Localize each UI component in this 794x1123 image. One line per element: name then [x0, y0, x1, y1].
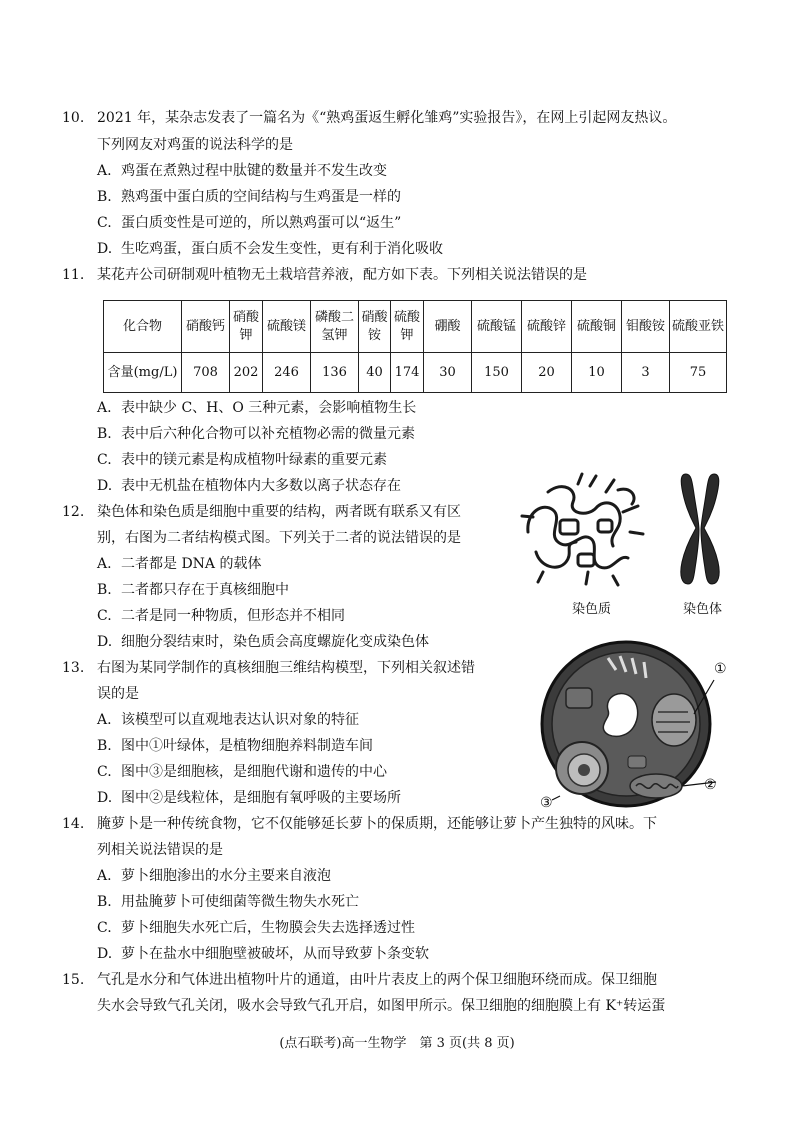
- figure-mark-3: ③: [540, 795, 553, 811]
- q15-stem-text-1: 气孔是水分和气体进出植物叶片的通道，由叶片表皮上的两个保卫细胞环绕而成。保卫细胞: [97, 972, 657, 988]
- table-cell: 150: [472, 353, 522, 393]
- q13-stem-text-2: 误的是: [97, 686, 139, 702]
- table-header-row: [104, 301, 727, 353]
- table-cell: 174: [391, 353, 424, 393]
- figure-mark-1: ①: [714, 661, 727, 677]
- table-header-cell: 硼酸: [424, 301, 472, 353]
- q14-number: 14.: [62, 816, 85, 832]
- chromatin-label: 染色质: [572, 602, 612, 617]
- q15-stem-text-2: 失水会导致气孔关闭，吸水会导致气孔开启，如图甲所示。保卫细胞的细胞膜上有 K⁺转运蛋: [97, 998, 666, 1014]
- table-header-cell: 硫酸铜: [572, 301, 622, 353]
- q10-number: 10.: [62, 110, 85, 126]
- table-cell: 10: [572, 353, 622, 393]
- table-cell: 75: [670, 353, 727, 393]
- q11-option-b: B. 表中后六种化合物可以补充植物必需的微量元素: [97, 426, 415, 442]
- table-header-cell: 磷酸二氢钾: [311, 301, 359, 353]
- table-header-cell: 硝酸钾: [230, 301, 263, 353]
- table-cell: 202: [230, 353, 263, 393]
- q10-stem-text-2: 下列网友对鸡蛋的说法科学的是: [97, 137, 293, 153]
- q14-option-a: A. 萝卜细胞渗出的水分主要来自液泡: [97, 868, 331, 884]
- q13-stem-text-1: 右图为某同学制作的真核细胞三维结构模型，下列相关叙述错: [97, 660, 475, 676]
- table-header-cell: 硝酸铵: [359, 301, 391, 353]
- table-header-cell: 硝酸钙: [182, 301, 230, 353]
- q11-number: 11.: [62, 267, 85, 283]
- q12-option-b: B. 二者都只存在于真核细胞中: [97, 582, 289, 598]
- q12-stem-text-1: 染色体和染色质是细胞中重要的结构，两者既有联系又有区: [97, 504, 461, 520]
- table-cell: 30: [424, 353, 472, 393]
- table-row-label: 含量(mg/L): [104, 353, 182, 393]
- q11-option-c: C. 表中的镁元素是构成植物叶绿素的重要元素: [97, 452, 387, 468]
- nutrient-table: [103, 300, 727, 393]
- q12-option-a: A. 二者都是 DNA 的载体: [97, 556, 262, 572]
- table-cell: 246: [263, 353, 311, 393]
- table-header-cell: 硫酸钾: [391, 301, 424, 353]
- q11-option-a: A. 表中缺少 C、H、O 三种元素，会影响植物生长: [97, 400, 417, 416]
- table-header-cell: 硫酸亚铁: [670, 301, 727, 353]
- q10-stem-text-1: 2021 年，某杂志发表了一篇名为《“熟鸡蛋返生孵化雏鸡”实验报告》，在网上引起网友热议。: [97, 110, 677, 126]
- q11-stem-text: 某花卉公司研制观叶植物无土栽培营养液，配方如下表。下列相关说法错误的是: [97, 267, 587, 283]
- q13-option-d: D. 图中②是线粒体，是细胞有氧呼吸的主要场所: [97, 790, 401, 806]
- chromatin-figure: [518, 472, 648, 587]
- q13-option-a: A. 该模型可以直观地表达认识对象的特征: [97, 712, 359, 728]
- q14-option-d: D. 萝卜在盐水中细胞壁被破坏，从而导致萝卜条变软: [97, 946, 429, 962]
- q12-stem-text-2: 别，右图为二者结构模式图。下列关于二者的说法错误的是: [97, 530, 461, 546]
- table-header-cell: 硫酸镁: [263, 301, 311, 353]
- q14-stem-text-1: 腌萝卜是一种传统食物，它不仅能够延长萝卜的保质期，还能够让萝卜产生独特的风味。下: [97, 816, 657, 832]
- page-footer: (点石联考)高一生物学 第 3 页(共 8 页): [279, 1036, 515, 1051]
- table-cell: 136: [311, 353, 359, 393]
- q14-option-b: B. 用盐腌萝卜可使细菌等微生物失水死亡: [97, 894, 359, 910]
- figure-mark-2: ②: [704, 777, 717, 793]
- q10-option-a: A. 鸡蛋在煮熟过程中肽键的数量并不发生改变: [97, 163, 387, 179]
- table-value-row: [104, 353, 727, 393]
- chromosome-figure: [672, 470, 728, 588]
- chromosome-label: 染色体: [683, 602, 723, 617]
- q14-option-c: C. 萝卜细胞失水死亡后，生物膜会失去选择透过性: [97, 920, 415, 936]
- q10-option-d: D. 生吃鸡蛋，蛋白质不会发生变性，更有利于消化吸收: [97, 241, 443, 257]
- table-header-cell: 钼酸铵: [622, 301, 670, 353]
- q11-option-d: D. 表中无机盐在植物体内大多数以离子状态存在: [97, 478, 401, 494]
- table-cell: 40: [359, 353, 391, 393]
- q10-option-c: C. 蛋白质变性是可逆的，所以熟鸡蛋可以“返生”: [97, 215, 402, 231]
- table-cell: 3: [622, 353, 670, 393]
- q14-stem-text-2: 列相关说法错误的是: [97, 842, 223, 858]
- table-cell: 708: [182, 353, 230, 393]
- q12-number: 12.: [62, 504, 85, 520]
- table-header-cell: 化合物: [104, 301, 182, 353]
- chloroplast-model: [652, 694, 696, 746]
- q10-option-b: B. 熟鸡蛋中蛋白质的空间结构与生鸡蛋是一样的: [97, 189, 401, 205]
- q15-number: 15.: [62, 972, 85, 988]
- q13-option-b: B. 图中①叶绿体，是植物细胞养料制造车间: [97, 738, 373, 754]
- q13-number: 13.: [62, 660, 85, 676]
- table-cell: 20: [522, 353, 572, 393]
- table-header-cell: 硫酸锰: [472, 301, 522, 353]
- q12-option-c: C. 二者是同一种物质，但形态并不相同: [97, 608, 345, 624]
- table-header-cell: 硫酸锌: [522, 301, 572, 353]
- q12-option-d: D. 细胞分裂结束时，染色质会高度螺旋化变成染色体: [97, 634, 429, 650]
- q13-option-c: C. 图中③是细胞核，是细胞代谢和遗传的中心: [97, 764, 387, 780]
